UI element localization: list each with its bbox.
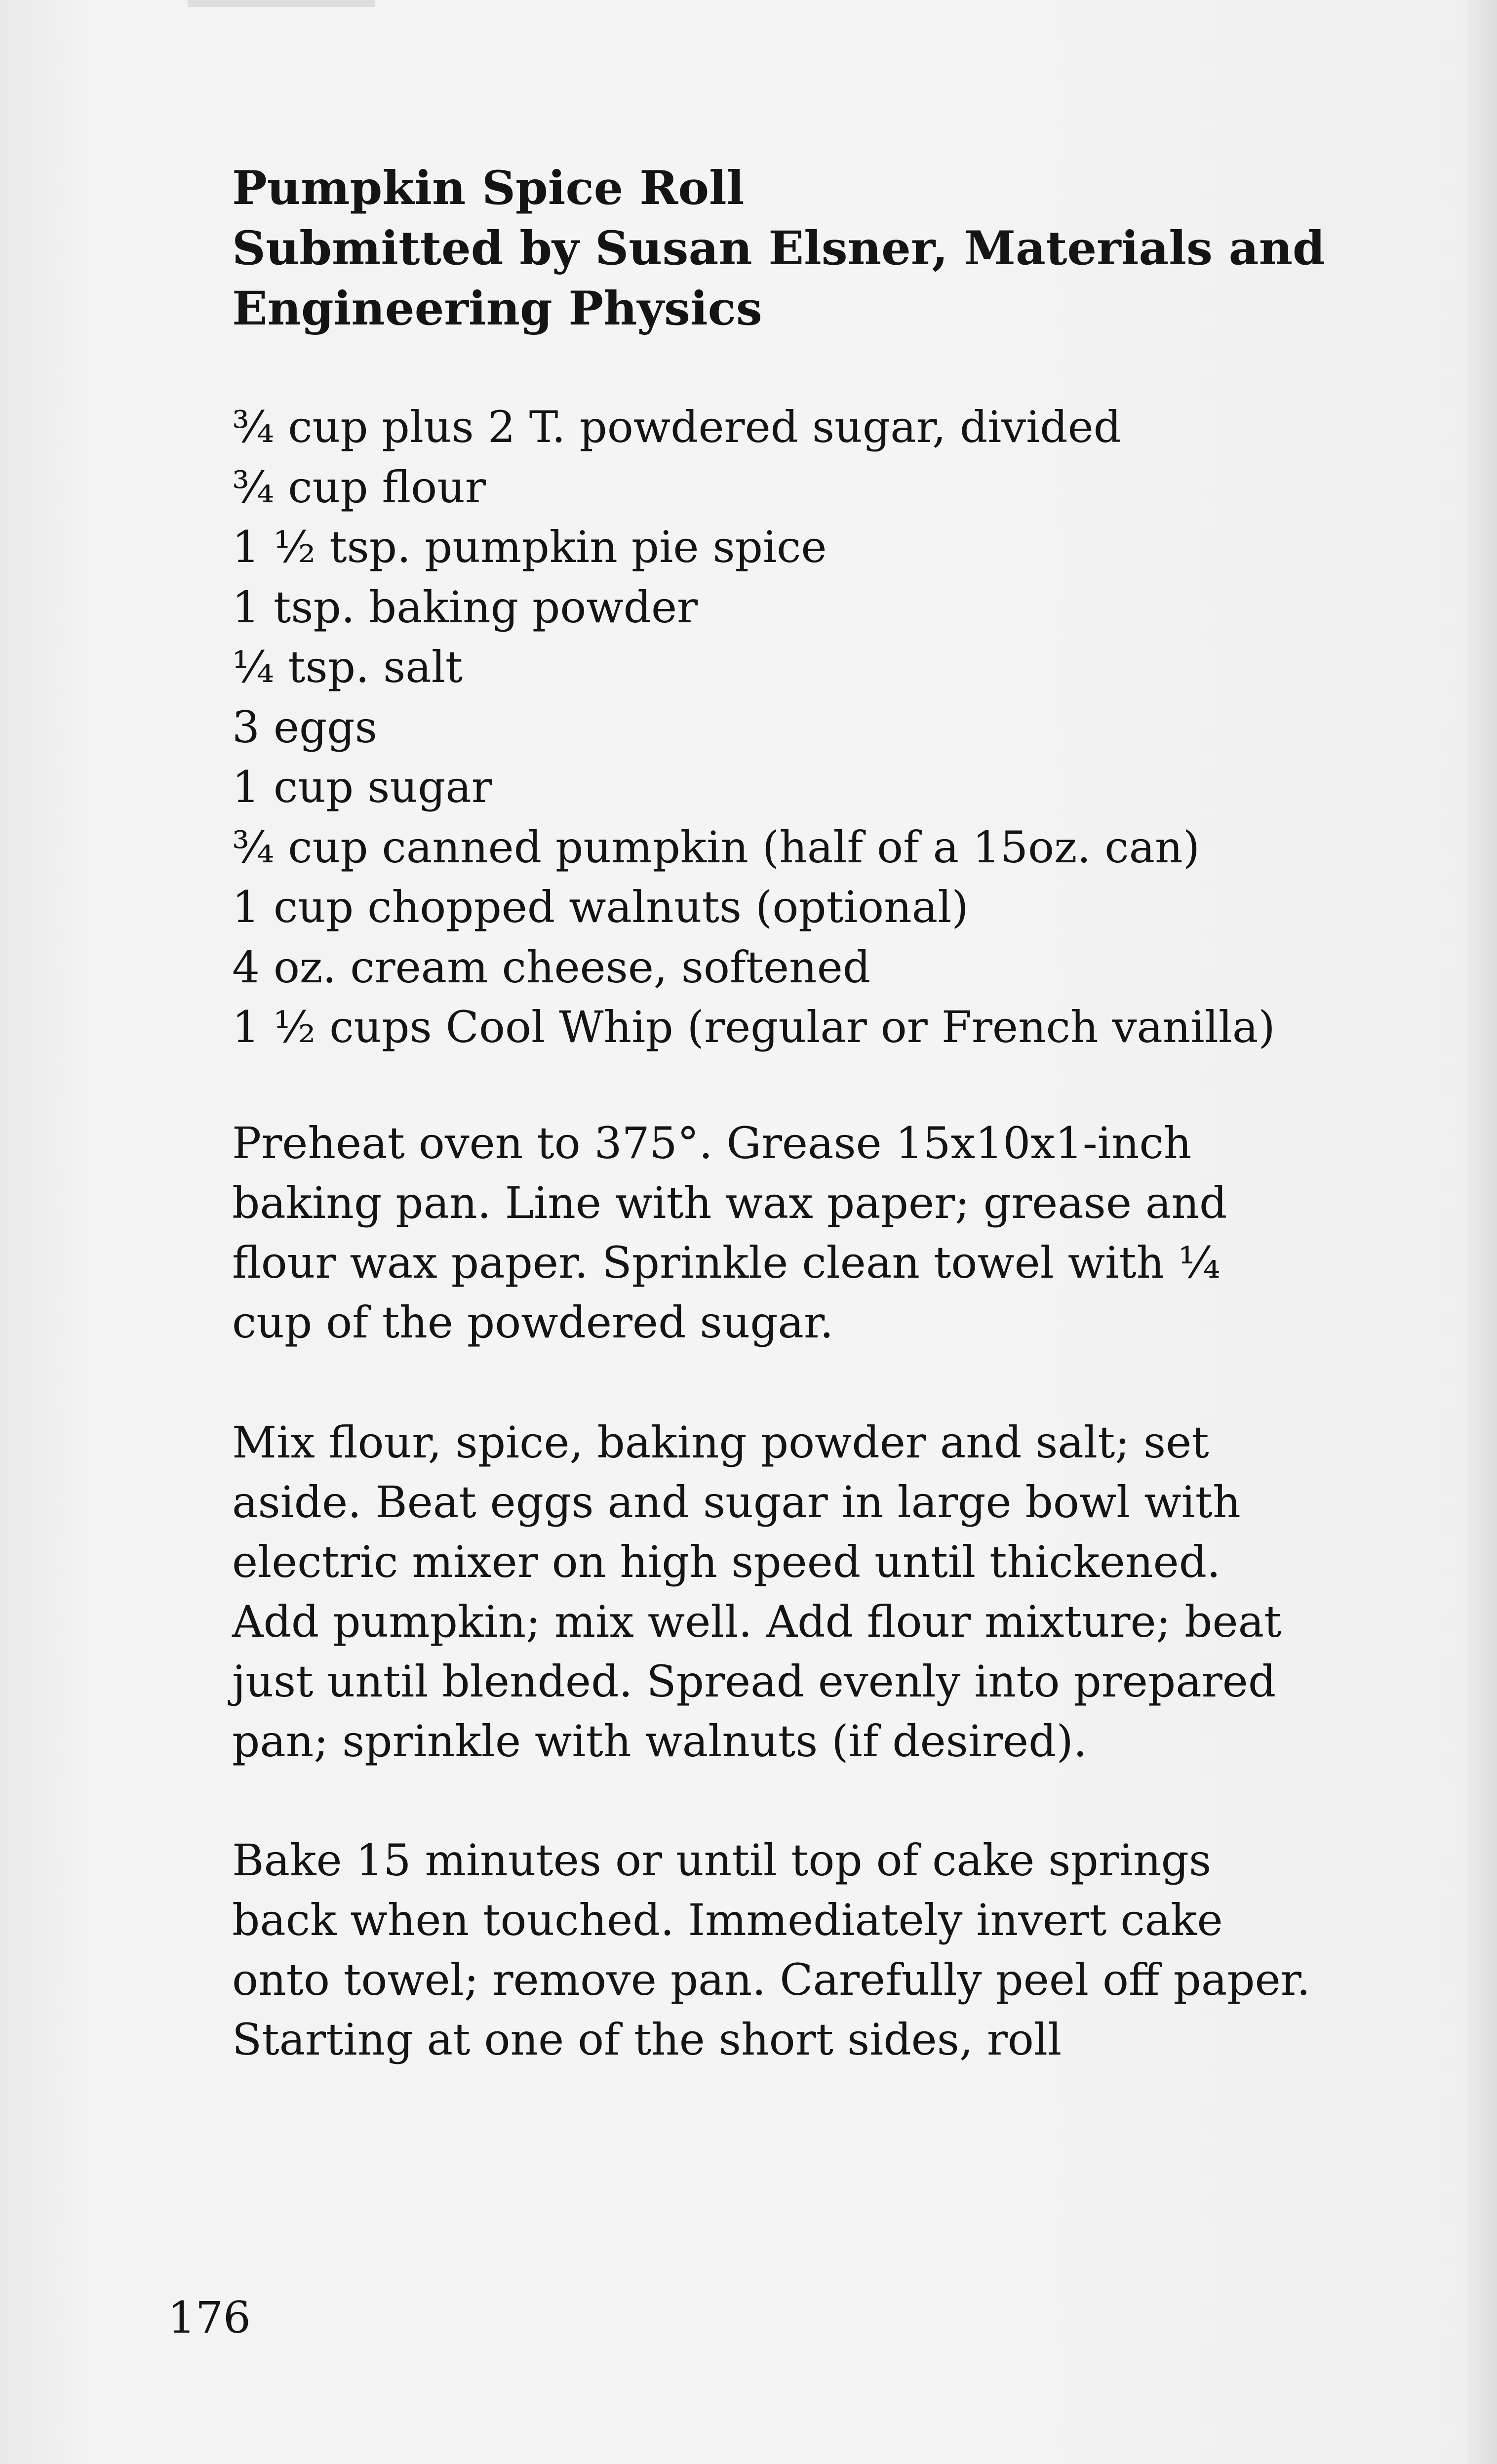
instruction-paragraph-preheat [232, 1113, 1227, 1352]
recipe-department: Engineering Physics [232, 282, 762, 336]
paragraph-line: pan; sprinkle with walnuts (if desired). [232, 1716, 1087, 1767]
ingredient-item: 1 ½ cups Cool Whip (regular or French vanilla) [232, 1002, 1275, 1052]
paragraph-line: just until blended. Spread evenly into prepared [232, 1656, 1276, 1707]
paragraph-line: back when touched. Immediately invert cake [232, 1895, 1223, 1945]
instruction-paragraph-bake [232, 1830, 1310, 2069]
paragraph-line: Add pumpkin; mix well. Add flour mixture; beat [232, 1596, 1282, 1647]
ingredient-item: ¼ tsp. salt [232, 642, 463, 692]
ingredient-item: ¾ cup flour [232, 461, 486, 513]
ingredient-item: ¾ cup canned pumpkin (half of a 15oz. can) [232, 821, 1200, 873]
paragraph-line: Bake 15 minutes or until top of cake springs [232, 1835, 1212, 1886]
recipe-submitter: Submitted by Susan Elsner, Materials and [232, 221, 1325, 276]
page-top-shadow [188, 0, 375, 7]
paragraph-line: electric mixer on high speed until thickened. [232, 1536, 1221, 1587]
page-right-edge [1467, 0, 1497, 2464]
instruction-paragraph-mix [232, 1413, 1281, 1771]
paragraph-line: cup of the powdered sugar. [232, 1297, 834, 1348]
ingredient-item: 4 oz. cream cheese, softened [232, 941, 871, 993]
recipe-title-block [232, 158, 1325, 339]
ingredient-item: 3 eggs [232, 701, 377, 753]
page-number: 176 [168, 2292, 251, 2343]
paragraph-line: onto towel; remove pan. Carefully peel off paper. [232, 1954, 1311, 2005]
paragraph-line: Mix flour, spice, baking powder and salt; set [232, 1417, 1209, 1468]
ingredient-item: 1 tsp. baking powder [232, 581, 698, 633]
ingredient-item: ¾ cup plus 2 T. powdered sugar, divided [232, 402, 1122, 452]
paragraph-line: aside. Beat eggs and sugar in large bowl with [232, 1477, 1241, 1528]
ingredient-item: 1 cup sugar [232, 762, 492, 812]
paragraph-line: Starting at one of the short sides, roll [232, 2014, 1062, 2065]
paragraph-line: Preheat oven to 375°. Grease 15x10x1-inch [232, 1118, 1192, 1169]
ingredient-item: 1 cup chopped walnuts (optional) [232, 882, 969, 932]
ingredient-item: 1 ½ tsp. pumpkin pie spice [232, 522, 827, 572]
paragraph-line: baking pan. Line with wax paper; grease and [232, 1177, 1227, 1228]
recipe-title: Pumpkin Spice Roll [232, 161, 745, 215]
ingredient-list [232, 397, 1275, 1057]
paragraph-line: flour wax paper. Sprinkle clean towel with ¼ [232, 1237, 1221, 1288]
